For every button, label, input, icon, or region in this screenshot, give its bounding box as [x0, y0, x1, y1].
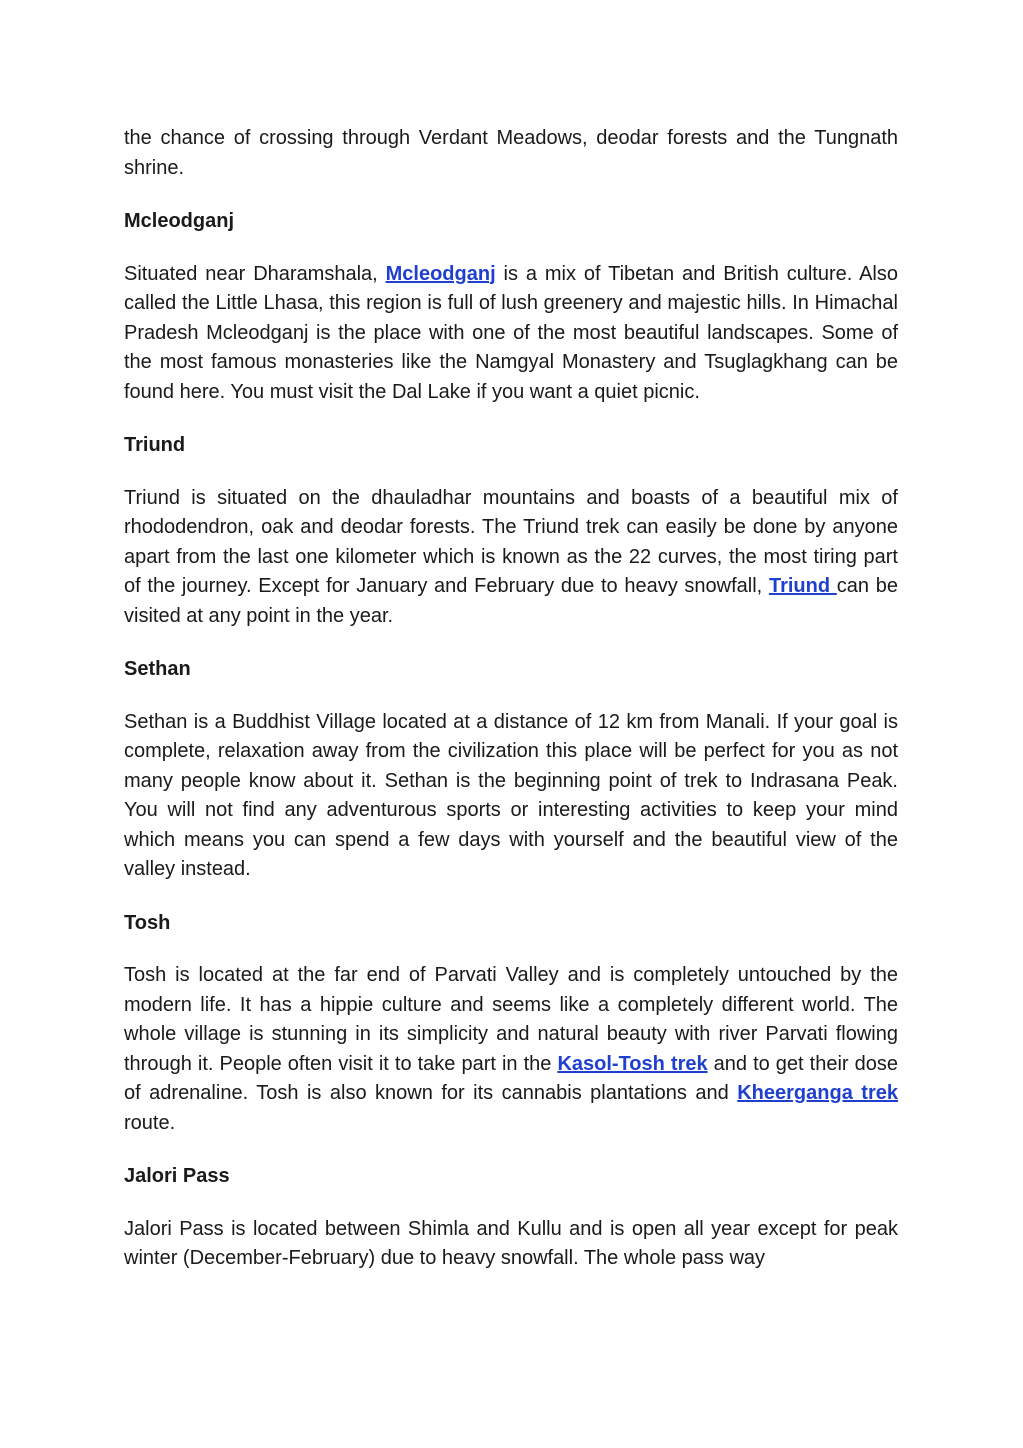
paragraph-mcleodganj	[124, 260, 898, 408]
paragraph-triund	[124, 484, 898, 632]
mcleodganj-link[interactable]: Mcleodganj	[385, 262, 496, 285]
mcleodganj-text-before: Situated near Dharamshala,	[124, 262, 386, 285]
tosh-text-after: route.	[124, 1111, 176, 1134]
triund-text-before: Triund is situated on the dhauladhar mountains and boasts of a beautiful mix of rhododendron, oak and deodar forests. The Triund trek can easily be done by anyone apart from the last one kilometer which is known as the 22 curves, the most tiring part of the journey. Except for January and February due to heavy snowfall,	[124, 486, 898, 597]
triund-link[interactable]: Triund	[768, 575, 837, 597]
paragraph-jalori-pass: Jalori Pass is located between Shimla and Kullu and is open all year except for peak winter (December-February) due to heavy snowfall. The whole pass way	[124, 1217, 898, 1269]
heading-jalori-pass: Jalori Pass	[124, 1165, 230, 1187]
paragraph-tosh	[124, 961, 898, 1138]
triund-text-after: can be visited at any point in the year.	[124, 575, 899, 627]
tosh-text-before: Tosh is located at the far end of Parvati Valley and is completely untouched by the modern life. It has a hippie culture and seems like a completely different world. The whole village is stunning in its simplicity and natural beauty with river Parvati flowing through it. People often visit it to take part in the	[124, 964, 898, 1075]
intro-paragraph: the chance of crossing through Verdant Meadows, deodar forests and the Tungnath shrine.	[124, 127, 898, 179]
heading-sethan: Sethan	[124, 658, 191, 680]
tosh-text-between: and to get their dose of adrenaline. Tosh is also known for its cannabis plantations and	[124, 1052, 898, 1104]
kasol-tosh-trek-link[interactable]: Kasol-Tosh trek	[557, 1052, 708, 1075]
paragraph-sethan: Sethan is a Buddhist Village located at a distance of 12 km from Manali. If your goal is complete, relaxation away from the civilization this place will be perfect for you as not many people know about it. Sethan is the beginning point of trek to Indrasana Peak. You will not find any adventurous sports or interesting activities to keep your mind which means you can spend a few days with yourself and the beautiful view of the valley instead.	[124, 710, 898, 880]
heading-triund: Triund	[124, 434, 186, 456]
mcleodganj-text-after: is a mix of Tibetan and British culture. Also called the Little Lhasa, this region is full of lush greenery and majestic hills. In Himachal Pradesh Mcleodganj is the place with one of the most beautiful landscapes. Some of the most famous monasteries like the Namgyal Monastery and Tsuglagkhang can be found here. You must visit the Dal Lake if you want a quiet picnic.	[124, 262, 898, 403]
heading-mcleodganj: Mcleodganj	[124, 210, 235, 232]
heading-tosh: Tosh	[124, 911, 171, 934]
document-page	[124, 124, 898, 1274]
kheerganga-trek-link[interactable]: Kheerganga trek	[737, 1082, 898, 1104]
